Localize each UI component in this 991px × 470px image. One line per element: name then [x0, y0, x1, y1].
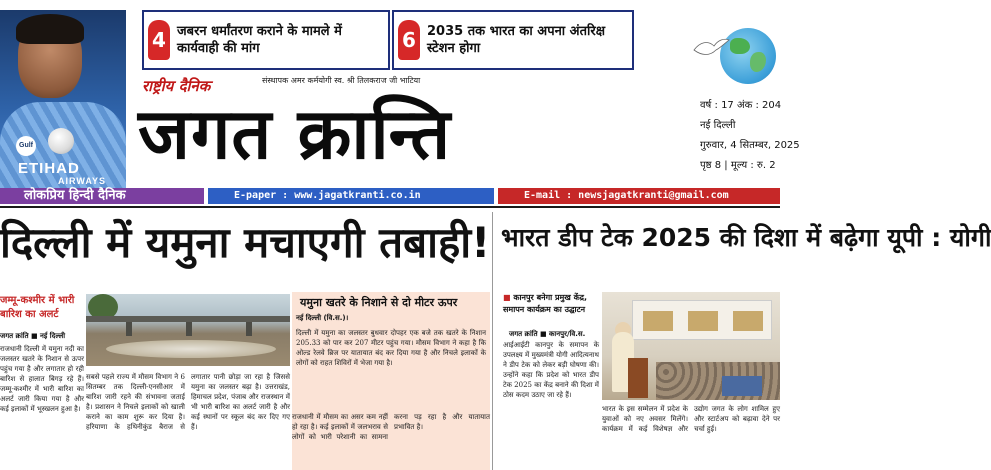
cricket-ball-icon	[48, 128, 74, 154]
main-body-column-1: राजधानी दिल्ली में यमुना नदी का जलस्तर खतरे के निशान से ऊपर पहुंच गया है और लगातार हो रही बारिश से हालात बिगड़ रहे हैं। जम्मू-कश्मीर में भारी बारिश का अलर्ट जारी किया गया है और कई इलाकों में भूस्खलन हुआ है।	[0, 345, 84, 413]
globe-logo-icon	[692, 24, 780, 88]
teaser-box-1[interactable]	[142, 10, 390, 70]
sponsor-text: ETIHAD	[18, 160, 80, 177]
issue-pages-price: पृष्ठ 8 | मूल्य : रु. 2	[700, 160, 776, 171]
issue-volume: वर्ष : 17 अंक : 204	[700, 100, 782, 111]
issue-info	[700, 96, 800, 176]
box-headline[interactable]: यमुना खतरे के निशाने से दो मीटर ऊपर	[300, 296, 458, 309]
flood-photo	[86, 294, 290, 366]
founder-line: संस्थापक अमर कर्मयोगी स्व. श्री तिलकराज जी भाटिया	[262, 76, 421, 85]
sponsor-subtext: AIRWAYS	[58, 176, 107, 186]
stage-banner	[632, 300, 772, 340]
issue-city: नई दिल्ली	[700, 120, 736, 131]
sponsor-badge: Gulf	[16, 136, 36, 156]
header-rule	[0, 206, 780, 208]
column-divider	[492, 212, 493, 470]
box-body-continued: राजधानी में मौसम का असर कम नहीं हो रहा है। कई इलाकों में जलभराव से लोगों को भारी परेशानी का सामना करना पड़ रहा है और यातायात प्रभावित है।	[292, 413, 490, 441]
teaser-page-number: 4	[148, 20, 170, 60]
issue-date: गुरुवार, 4 सितम्बर, 2025	[700, 140, 800, 151]
screen-shape	[722, 376, 762, 396]
right-dateline: जगत क्रांति ■ कानपुर/वि.स.	[509, 330, 586, 338]
right-headline[interactable]: भारत डीप टेक 2025 की दिशा में बढ़ेगा यूपी : योगी	[501, 223, 991, 252]
email-link[interactable]: E-mail : newsjagatkranti@gmail.com	[498, 188, 780, 204]
cricketer-photo	[0, 10, 126, 188]
teaser-text: जबरन धर्मांतरण कराने के मामले में कार्यवाही की मांग	[177, 24, 342, 56]
right-body-column-2: भारत के इस सम्मेलन में प्रदेश के युवाओं को नए अवसर मिलेंगे। कार्यक्रम में कई विशेषज्ञ और उद्योग जगत के लोग शामिल हुए और स्टार्टअप को बढ़ावा देने पर चर्चा हुई।	[602, 405, 780, 433]
hair-shape	[16, 14, 84, 44]
main-dateline: जगत क्रांति ■ नई दिल्ली	[0, 332, 66, 340]
floodwater-shape	[106, 340, 276, 358]
epaper-link[interactable]: E-paper : www.jagatkranti.co.in	[208, 188, 494, 204]
teaser-text: 2035 तक भारत का अपना अंतरिक्ष स्टेशन होगा	[427, 24, 606, 56]
newspaper-nameplate: जगत क्रान्ति	[138, 92, 452, 175]
box-body: दिल्ली में यमुना का जलस्तर बुधवार दोपहर एक बजे तक खतरे के निशान 205.33 को पार कर 207 मीटर पहुंच गया। मौसम विभाग ने कहा है कि ओल्ड रेलवे ब्रिज पर यातायात बंद कर दिया गया है और निचले इलाकों के लोगों को राहत शिविरों में भेजा गया है।	[296, 329, 486, 367]
right-subheadline: ■ कानपुर बनेगा प्रमुख केंद्र, समापन कार्यक्रम का उद्घाटन	[503, 293, 588, 314]
main-headline[interactable]: दिल्ली में यमुना मचाएगी तबाही!	[0, 218, 491, 267]
info-band	[0, 188, 780, 204]
teaser-box-2[interactable]	[392, 10, 634, 70]
podium-shape	[628, 358, 648, 398]
event-photo	[602, 292, 780, 400]
paper-tagline: राष्ट्रीय दैनिक	[142, 77, 211, 95]
main-subheadline: जम्मू-कश्मीर में भारी बारिश का अलर्ट	[0, 295, 75, 320]
right-body-column-1: आईआईटी कानपुर के समापन के उपलक्ष्य में मुख्यमंत्री योगी आदित्यनाथ ने डीप टेक को लेकर बड़ी घोषणा की। उन्होंने कहा कि प्रदेश को भारत डीप टेक 2025 का केंद्र बनाने की दिशा में ठोस कदम उठाए जा रहे हैं।	[503, 341, 599, 399]
teaser-page-number: 6	[398, 20, 420, 60]
box-dateline: नई दिल्ली (वि.स.)।	[296, 314, 349, 322]
band-label: लोकप्रिय हिन्दी दैनिक	[0, 188, 204, 204]
main-body-column-2: सबसे पहले राज्य में मौसम विभाग ने 6 सितम्बर तक दिल्ली-एनसीआर में बारिश जारी रहने की संभावना जताई है। प्रशासन ने निचले इलाकों को खाली कराने का काम शुरू कर दिया है। हरियाणा के हथिनीकुंड बैराज से लगातार पानी छोड़ा जा रहा है जिससे यमुना का जलस्तर बढ़ा है। उत्तराखंड, हिमाचल प्रदेश, पंजाब और राजस्थान में भी भारी बारिश का अलर्ट जारी है और कई स्थानों पर स्कूल बंद कर दिए गए हैं।	[86, 373, 290, 431]
dove-icon	[692, 36, 730, 58]
